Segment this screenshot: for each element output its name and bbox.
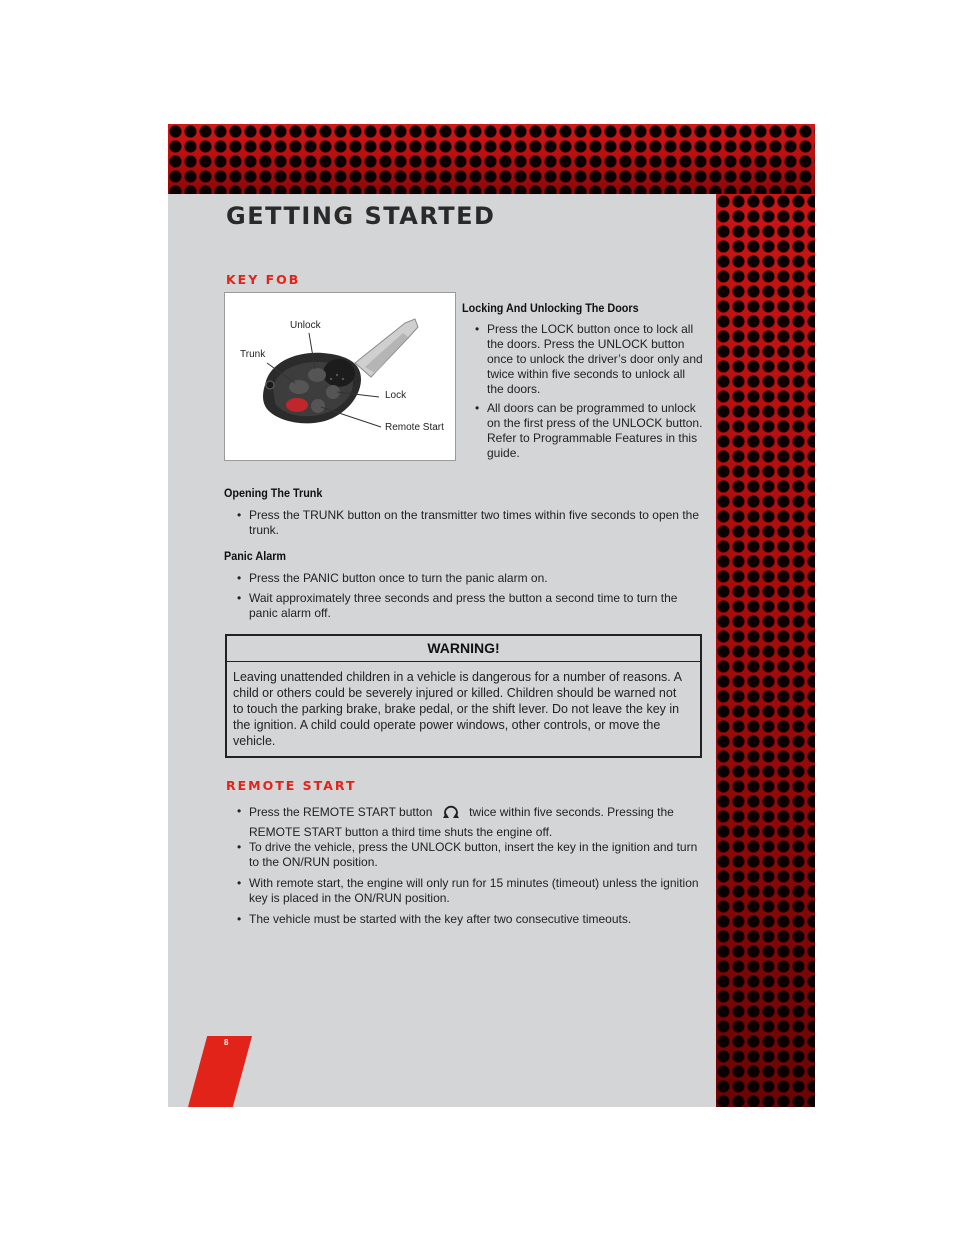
remote-start-bullet-1-part2: twice within five seconds. Pressing the [469, 805, 674, 819]
warning-box [225, 634, 702, 758]
fob-label-trunk: Trunk [240, 349, 266, 360]
panic-heading: Panic Alarm [224, 549, 287, 563]
remote-start-bullet-3: • With remote start, the engine will only run for 15 minutes (timeout) unless the ignition key is placed in the ON/RUN position. [249, 876, 699, 906]
fob-label-remote-start: Remote Start [385, 422, 444, 433]
panic-bullet-2: • Wait approximately three seconds and press the button a second time to turn the panic alarm off. [249, 591, 699, 621]
key-fob-image [224, 292, 456, 461]
remote-start-bullet-1-part1: Press the REMOTE START button [249, 805, 433, 819]
fob-label-unlock: Unlock [290, 320, 321, 331]
key-fob-illustration [225, 293, 457, 462]
remote-start-bullet-2: • To drive the vehicle, press the UNLOCK button, insert the key in the ignition and turn to the ON/RUN position. [249, 840, 699, 870]
locking-bullet-1: • Press the LOCK button once to lock all the doors. Press the UNLOCK button once to unlock the driver’s door only and twice within five seconds to unlock all the doors. [487, 322, 705, 397]
remote-start-bullet-1 [249, 803, 699, 841]
page-number: 8 [224, 1038, 229, 1047]
remote-start-heading: REMOTE START [226, 778, 357, 793]
warning-text: Leaving unattended children in a vehicle is dangerous for a number of reasons. A child or others could be severely injured or killed. Children should be warned not to touch the parking brake, brake pedal, or the shift lever. Do not leave the key in the ignition. A child could operate power windows, other controls, or move the vehicle. [233, 670, 682, 748]
trunk-bullet-1: • Press the TRUNK button on the transmitter two times within five seconds to open the trunk. [249, 508, 699, 538]
remote-start-icon [442, 803, 460, 824]
trunk-heading: Opening The Trunk [224, 486, 323, 500]
perforated-header-band [168, 124, 815, 194]
manual-page [168, 124, 815, 1107]
locking-heading: Locking And Unlocking The Doors [462, 301, 639, 315]
locking-bullet-2: • All doors can be programmed to unlock on the first press of the UNLOCK button. Refer to Programmable Features in this guide. [487, 401, 705, 461]
warning-title: WARNING! [227, 636, 700, 662]
panic-bullet-1: • Press the PANIC button once to turn the panic alarm on. [249, 571, 699, 586]
key-fob-heading: KEY FOB [226, 272, 301, 287]
page-title: GETTING STARTED [226, 202, 496, 230]
remote-start-bullet-1-line2: REMOTE START button a third time shuts the engine off. [249, 825, 553, 839]
remote-start-bullet-4: • The vehicle must be started with the key after two consecutive timeouts. [249, 912, 699, 927]
page-number-tab [188, 1036, 252, 1107]
perforated-side-band [716, 194, 815, 1107]
fob-label-lock: Lock [385, 390, 407, 401]
